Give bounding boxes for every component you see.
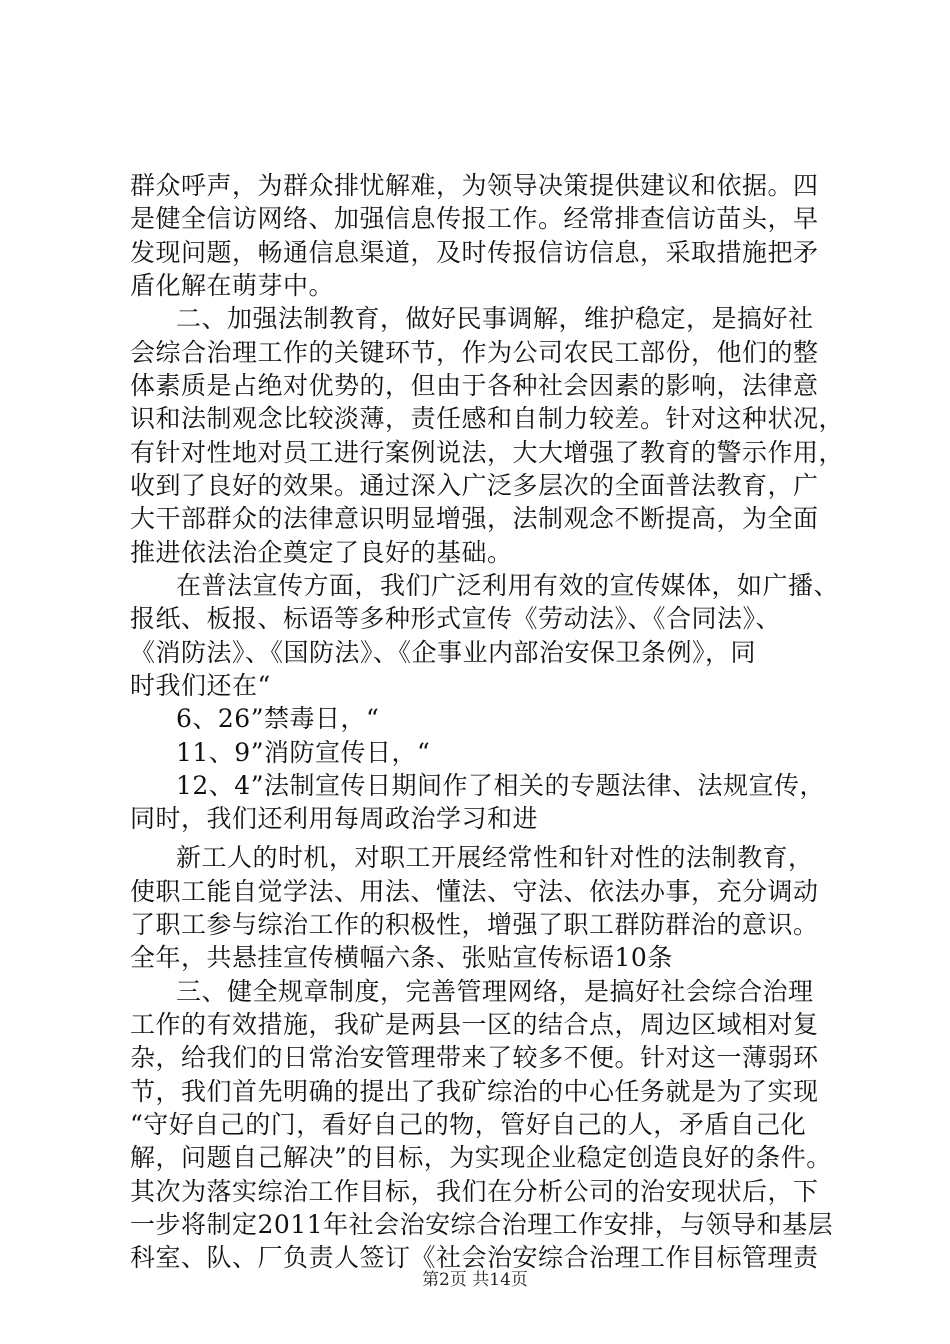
text-line: 发现问题，畅通信息渠道，及时传报信访信息，采取措施把矛	[130, 238, 819, 267]
text-line: 了职工参与综治工作的积极性，增强了职工群防群治的意识。	[130, 910, 819, 939]
text-line: 在普法宣传方面，我们广泛利用有效的宣传媒体，如广播、	[176, 571, 840, 600]
text-line: 推进依法治企奠定了良好的基础。	[130, 538, 513, 567]
page-number-footer: 第2页 共14页	[422, 1270, 528, 1290]
text-line: 12、4”法制宣传日期间作了相关的专题法律、法规宣传，	[176, 771, 826, 800]
text-line: 6、26”禁毒日，“	[176, 704, 380, 733]
text-line: 杂，给我们的日常治安管理带来了较多不便。针对这一薄弱环	[130, 1043, 819, 1072]
text-line: 识和法制观念比较淡薄，责任感和自制力较差。针对这种状况，	[130, 404, 845, 433]
text-line: 新工人的时机，对职工开展经常性和针对性的法制教育，	[176, 843, 814, 872]
text-line: 三、健全规章制度，完善管理网络，是搞好社会综合治理	[176, 977, 814, 1006]
text-line: 大干部群众的法律意识明显增强，法制观念不断提高，为全面	[130, 504, 819, 533]
text-line: 节，我们首先明确的提出了我矿综治的中心任务就是为了实现	[130, 1077, 819, 1106]
text-line: 《消防法》、《国防法》、《企事业内部治安保卫条例》，同	[130, 638, 757, 667]
text-line: 群众呼声，为群众排忧解难，为领导决策提供建议和依据。四	[130, 171, 819, 200]
text-line: 二、加强法制教育，做好民事调解，维护稳定，是搞好社	[176, 304, 814, 333]
text-line: 盾化解在萌芽中。	[130, 271, 335, 300]
text-line: 是健全信访网络、加强信息传报工作。经常排查信访苗头，早	[130, 204, 819, 233]
text-line: 科室、队、厂负责人签订《社会治安综合治理工作目标管理责	[130, 1243, 819, 1272]
text-line: 工作的有效措施，我矿是两县一区的结合点，周边区域相对复	[130, 1010, 819, 1039]
text-line: 11、9”消防宣传日，“	[176, 738, 431, 767]
text-line: 一步将制定2011年社会治安综合治理工作安排，与领导和基层	[130, 1210, 834, 1239]
text-line: 时我们还在“	[130, 671, 271, 700]
text-line: 其次为落实综治工作目标，我们在分析公司的治安现状后，下	[130, 1177, 819, 1206]
text-line: 收到了良好的效果。通过深入广泛多层次的全面普法教育，广	[130, 471, 819, 500]
text-line: 会综合治理工作的关键环节，作为公司农民工部份，他们的整	[130, 338, 819, 367]
text-line: “守好自己的门，看好自己的物，管好自己的人，矛盾自己化	[130, 1110, 807, 1139]
text-line: 同时，我们还利用每周政治学习和进	[130, 804, 539, 833]
text-line: 解，问题自己解决”的目标，为实现企业稳定创造良好的条件。	[130, 1143, 832, 1172]
text-line: 报纸、板报、标语等多种形式宣传《劳动法》、《合同法》、	[130, 604, 782, 633]
text-line: 全年，共悬挂宣传横幅六条、张贴宣传标语10条	[130, 943, 673, 972]
text-line: 有针对性地对员工进行案例说法，大大增强了教育的警示作用，	[130, 438, 845, 467]
text-line: 体素质是占绝对优势的，但由于各种社会因素的影响，法律意	[130, 371, 819, 400]
text-line: 使职工能自觉学法、用法、懂法、守法、依法办事，充分调动	[130, 877, 819, 906]
